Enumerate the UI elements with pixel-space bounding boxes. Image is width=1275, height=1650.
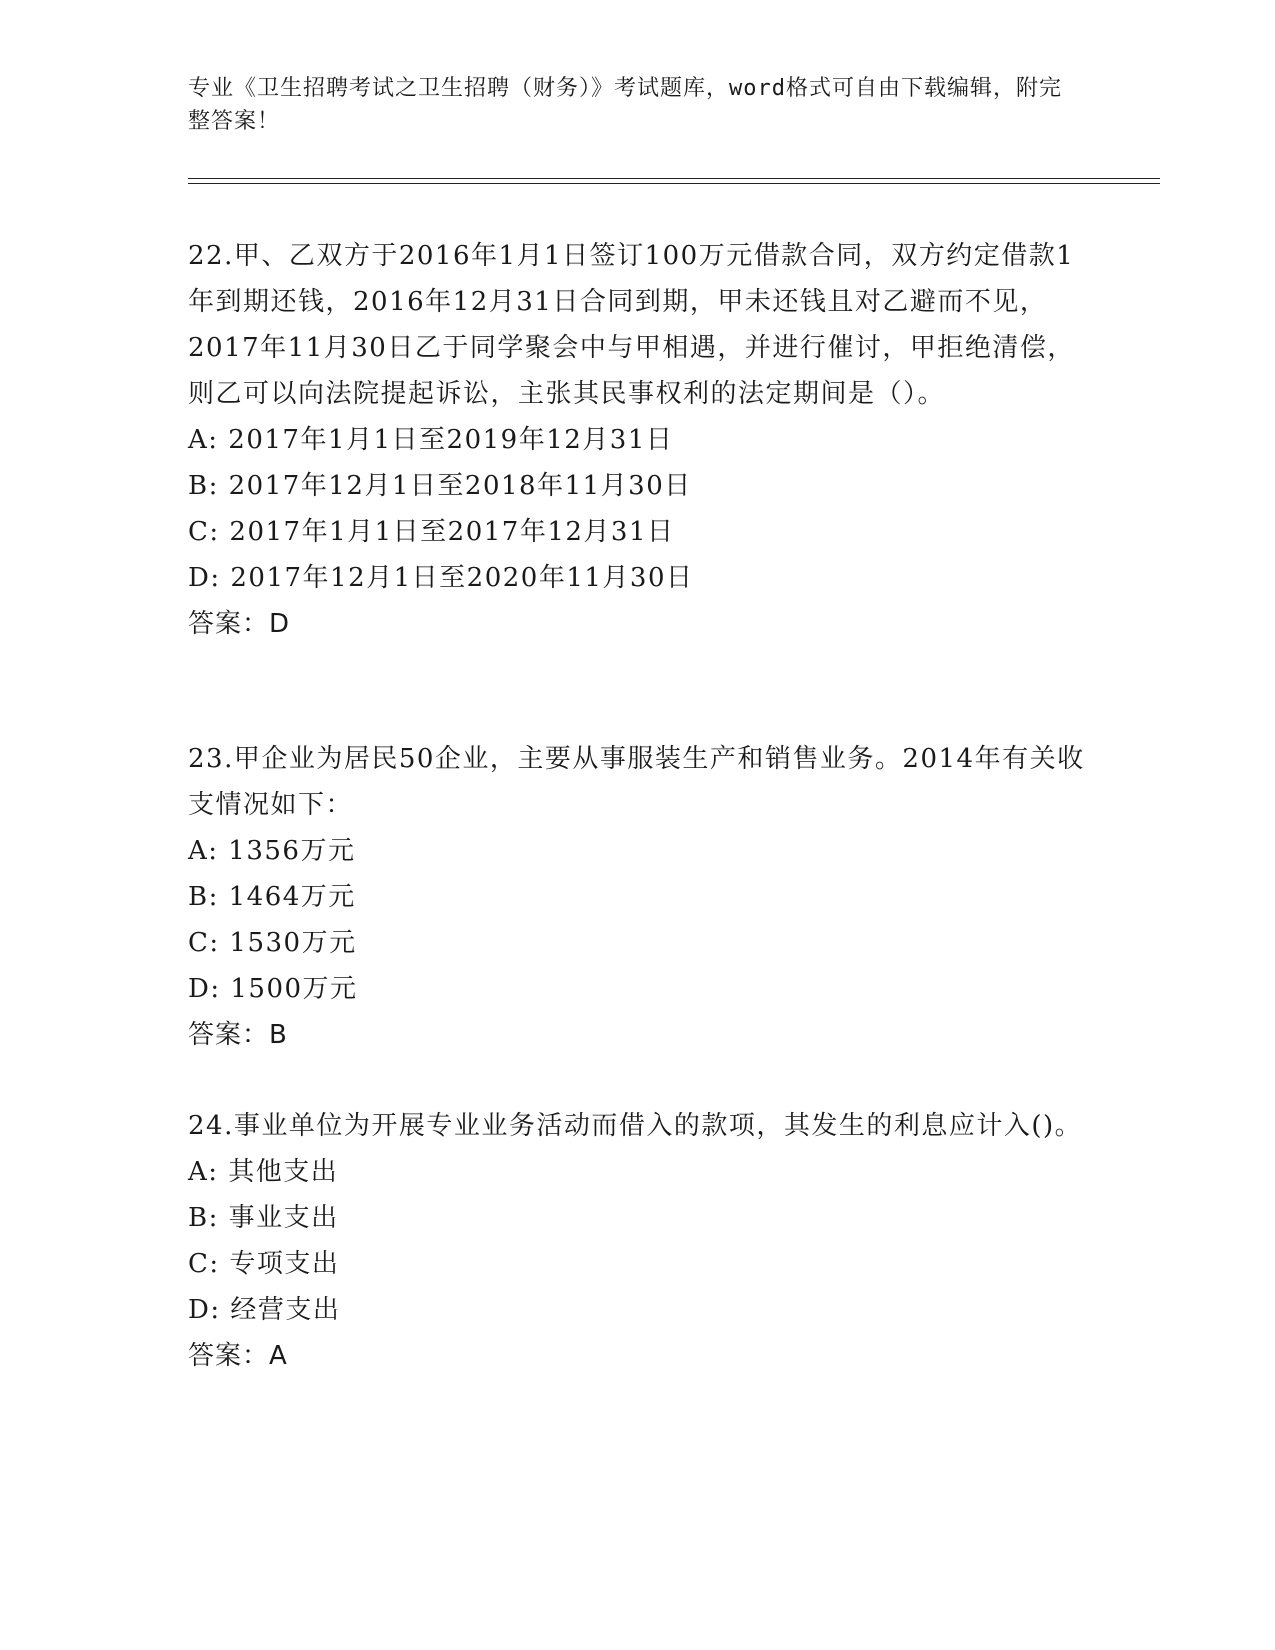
question-22	[188, 233, 1088, 647]
question-24	[188, 1103, 1088, 1379]
header-divider-bottom	[188, 183, 1160, 184]
header-text: 专业《卫生招聘考试之卫生招聘（财务）》考试题库，word格式可自由下载编辑，附完整答案！	[188, 76, 1062, 134]
header-divider-top	[188, 178, 1160, 179]
option-b: B: 1464万元	[188, 882, 356, 912]
answer-label: 答案：D	[188, 609, 291, 639]
option-c: C: 2017年1月1日至2017年12月31日	[188, 517, 675, 547]
option-a: A: 1356万元	[188, 836, 356, 866]
option-a: A: 2017年1月1日至2019年12月31日	[188, 425, 674, 455]
option-d: D: 2017年12月1日至2020年11月30日	[188, 563, 694, 593]
answer-label: 答案：A	[188, 1341, 288, 1371]
question-stem: 22.甲、乙双方于2016年1月1日签订100万元借款合同，双方约定借款1年到期还钱，2016年12月31日合同到期，甲未还钱且对乙避而不见，2017年11月30日乙于同学聚会中与甲相遇，并进行催讨，甲拒绝清偿，则乙可以向法院提起诉讼，主张其民事权利的法定期间是（）。	[188, 241, 1075, 409]
question-23	[188, 736, 1088, 1058]
answer-label: 答案：B	[188, 1020, 288, 1050]
option-d: D: 1500万元	[188, 974, 358, 1004]
option-b: B: 2017年12月1日至2018年11月30日	[188, 471, 692, 501]
question-stem: 23.甲企业为居民50企业，主要从事服装生产和销售业务。2014年有关收支情况如下：	[188, 744, 1085, 820]
question-stem: 24.事业单位为开展专业业务活动而借入的款项，其发生的利息应计入()。	[188, 1111, 1083, 1141]
option-a: A: 其他支出	[188, 1157, 339, 1187]
option-d: D: 经营支出	[188, 1295, 341, 1325]
option-c: C: 1530万元	[188, 928, 357, 958]
option-c: C: 专项支出	[188, 1249, 340, 1279]
option-b: B: 事业支出	[188, 1203, 339, 1233]
document-header	[188, 72, 1068, 138]
